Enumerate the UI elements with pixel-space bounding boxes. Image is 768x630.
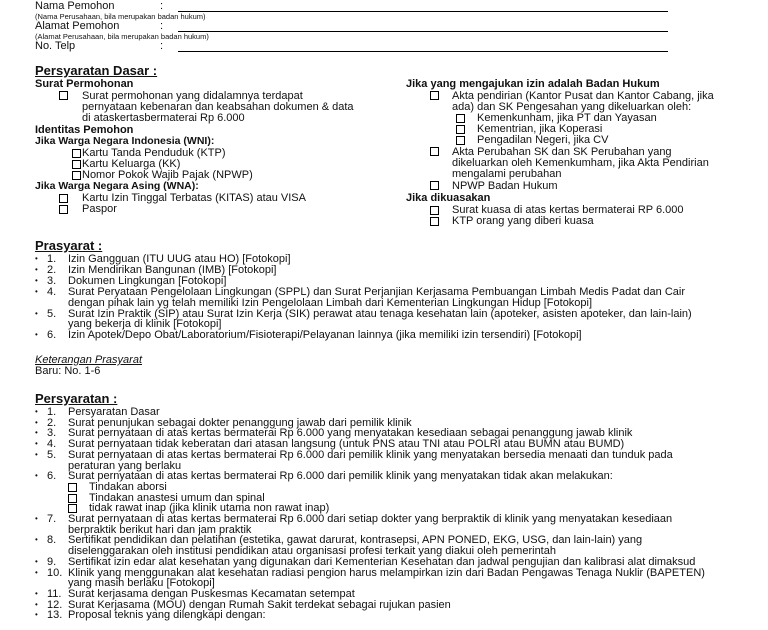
list-item-text: diselenggarakan oleh institusi pendidikan atau organisasi profesi terkait yang diakui oleh pemerintah bbox=[68, 545, 556, 558]
list-item-text: Dokumen Lingkungan [Fotokopi] bbox=[68, 274, 227, 287]
list-item-text: Sertifikat izin edar alat kesehatan yang digunakan dari Kementerian Kesehatan dan jadwal pengujian dan kalibrasi alat dimaksud bbox=[68, 555, 696, 568]
list-item-text: yang masih berlaku [Fotokopi] bbox=[68, 577, 215, 590]
kuasa-item-2: KTP orang yang diberi kuasa bbox=[452, 215, 594, 227]
list-bullet: • bbox=[35, 556, 38, 566]
list-bullet: • bbox=[35, 417, 38, 427]
checkbox-kk[interactable] bbox=[72, 160, 81, 169]
alamat-label: Alamat Pemohon bbox=[35, 20, 120, 32]
list-bullet: • bbox=[35, 535, 38, 545]
sub-item-text: Tindakan aborsi bbox=[89, 480, 167, 493]
list-item-text: Surat pernyataan di atas kertas bermaterai Rp 6.000 yang menyatakan kesediaan sebagai penanggung jawab klinik bbox=[68, 427, 633, 440]
list-item-number: 4. bbox=[47, 285, 57, 298]
wni-item-kk: Kartu Keluarga (KK) bbox=[82, 158, 181, 170]
list-item-text: Surat pernyataan tidak keberatan dari atasan langsung (untuk PNS atau TNI atau POLRI atau BUMN atau BUMD) bbox=[68, 438, 625, 451]
keterangan-value: Baru: No. 1-6 bbox=[35, 365, 101, 377]
list-bullet: • bbox=[35, 588, 38, 598]
list-item-number: 1. bbox=[47, 406, 57, 418]
nama-label: Nama Pemohon bbox=[35, 0, 115, 12]
list-bullet: • bbox=[35, 286, 38, 296]
bh-sub-2: Kementrian, jika Koperasi bbox=[477, 123, 603, 135]
list-bullet: • bbox=[35, 254, 38, 263]
list-item-text: Sertifikat pendidikan dan pelatihan (estetika, gawat darurat, kontrasepsi, APN PONED, EKG, USG, dan lain-lain) yang bbox=[68, 534, 643, 547]
list-bullet: • bbox=[35, 264, 38, 274]
perubahan-line-3: mengalami perubahan bbox=[452, 168, 562, 180]
list-item-number: 13. bbox=[47, 609, 63, 622]
list-bullet: • bbox=[35, 428, 38, 438]
list-bullet: • bbox=[35, 599, 38, 609]
list-item-text: peraturan yang berlaku bbox=[68, 459, 182, 472]
list-item-text: Surat Kerjasama (MOU) dengan Rumah Sakit terdekat sebagai rujukan pasien bbox=[68, 598, 451, 611]
list-item-number: 11. bbox=[47, 587, 62, 600]
checkbox-surat-kuasa[interactable] bbox=[430, 206, 439, 215]
list-bullet: • bbox=[35, 330, 38, 340]
badan-hukum-heading: Jika yang mengajukan izin adalah Badan Hukum bbox=[406, 78, 660, 90]
checkbox-akta-perubahan[interactable] bbox=[430, 147, 439, 156]
surat-line-3: di ataskertasbermaterai Rp 6.000 bbox=[82, 112, 245, 124]
list-item-text: Surat Peryataan Pengelolaan Lingkungan (SPPL) dan Surat Perjanjian Kerjasama Pembuangan Limbah Medis Padat dan Cair bbox=[68, 285, 685, 298]
list-item-text: Izin Apotek/Depo Obat/Laboratorium/Fisioterapi/Pelayanan lainnya (jika memiliki izin tersendiri) [Fotokopi] bbox=[68, 329, 582, 342]
list-item-text: Surat penunjukan sebagai dokter penanggung jawab dari pemilik klinik bbox=[68, 416, 412, 429]
checkbox-kitas[interactable] bbox=[59, 194, 68, 203]
akta-line-2: ada) dan SK Pengesahan yang dikeluarkan oleh: bbox=[452, 101, 692, 113]
alamat-colon: : bbox=[160, 20, 164, 32]
surat-permohonan-heading: Surat Permohonan bbox=[35, 78, 134, 90]
list-item-text: Surat pernyataan di atas kertas bermaterai Rp 6.000 dari pemilik klinik yang menyatakan tidak akan melakukan: bbox=[68, 470, 613, 483]
list-item-text: Surat pernyataan di atas kertas bermaterai Rp 6.000 dari setiap dokter yang berpraktik di klinik yang menyatakan kesediaan bbox=[68, 513, 673, 525]
list-bullet: • bbox=[35, 471, 38, 481]
checkbox-ktp-kuasa[interactable] bbox=[430, 217, 439, 226]
list-bullet: • bbox=[35, 308, 38, 318]
list-item-text: Persyaratan Dasar bbox=[68, 406, 160, 418]
list-item-number: 8. bbox=[47, 534, 57, 547]
nama-colon: : bbox=[160, 0, 164, 12]
telp-colon: : bbox=[160, 40, 164, 52]
list-item-number: 4. bbox=[47, 438, 57, 451]
list-item-text: Izin Mendirikan Bangunan (IMB) [Fotokopi] bbox=[68, 263, 277, 276]
bh-sub-1: Kemenkunham, jika PT dan Yayasan bbox=[477, 112, 657, 124]
telp-input-line[interactable] bbox=[178, 51, 668, 52]
list-bullet: • bbox=[35, 275, 38, 285]
list-item-number: 3. bbox=[47, 427, 57, 440]
list-item-number: 10. bbox=[47, 566, 63, 579]
list-item-number: 5. bbox=[47, 448, 57, 461]
checkbox-npwp[interactable] bbox=[72, 171, 81, 180]
list-item-number: 1. bbox=[47, 253, 57, 265]
wni-item-ktp: Kartu Tanda Penduduk (KTP) bbox=[82, 147, 226, 159]
alamat-note: (Alamat Perusahaan, bila merupakan badan hukum) bbox=[35, 32, 209, 41]
perubahan-line-2: dikeluarkan oleh Kemenkumham, jika Akta Pendirian bbox=[452, 157, 709, 169]
list-item-number: 12. bbox=[47, 598, 63, 611]
dasar-title: Persyaratan Dasar : bbox=[35, 63, 158, 78]
list-bullet: • bbox=[35, 449, 38, 459]
list-item-number: 2. bbox=[47, 416, 57, 429]
akta-line-1: Akta pendirian (Kantor Pusat dan Kantor Cabang, jika bbox=[452, 90, 714, 102]
wna-item-kitas: Kartu Izin Tinggal Terbatas (KITAS) atau VISA bbox=[82, 192, 306, 204]
keterangan-label: Keterangan Prasyarat bbox=[35, 354, 143, 366]
checkbox-ktp[interactable] bbox=[72, 149, 81, 158]
list-bullet: • bbox=[35, 567, 38, 577]
list-item-number: 6. bbox=[47, 329, 57, 342]
list-item-number: 2. bbox=[47, 263, 57, 276]
list-item-number: 6. bbox=[47, 470, 57, 483]
sub-checkbox[interactable] bbox=[68, 494, 77, 503]
sub-checkbox[interactable] bbox=[68, 504, 77, 513]
list-item-number: 5. bbox=[47, 307, 57, 320]
nama-note: (Nama Perusahaan, bila merupakan badan hukum) bbox=[35, 12, 206, 21]
wna-item-paspor: Paspor bbox=[82, 203, 117, 215]
list-bullet: • bbox=[35, 407, 38, 416]
wni-heading: Jika Warga Negara Indonesia (WNI): bbox=[35, 135, 215, 147]
wni-item-npwp: Nomor Pokok Wajib Pajak (NPWP) bbox=[82, 169, 253, 181]
list-item-number: 7. bbox=[47, 513, 57, 525]
surat-line-1: Surat permohonan yang didalamnya terdapat bbox=[82, 90, 303, 102]
kuasa-item-1: Surat kuasa di atas kertas bermaterai RP 6.000 bbox=[452, 204, 684, 216]
checkbox-akta-pendirian[interactable] bbox=[430, 91, 439, 100]
perubahan-line-1: Akta Perubahan SK dan SK Perubahan yang bbox=[452, 146, 672, 158]
kuasa-heading: Jika dikuasakan bbox=[406, 192, 491, 204]
telp-label: No. Telp bbox=[35, 40, 76, 52]
list-bullet: • bbox=[35, 610, 38, 620]
list-item-text: yang bekerja di klinik [Fotokopi] bbox=[68, 318, 222, 331]
checkbox-pengadilan[interactable] bbox=[456, 136, 465, 145]
prasyarat-title: Prasyarat : bbox=[35, 238, 103, 253]
checkbox-kemenkunham[interactable] bbox=[456, 114, 465, 123]
list-item-number: 3. bbox=[47, 274, 57, 287]
list-item-text: Surat kerjasama dengan Puskesmas Kecamatan setempat bbox=[68, 587, 355, 600]
list-item-number: 9. bbox=[47, 555, 57, 568]
wna-heading: Jika Warga Negara Asing (WNA): bbox=[35, 180, 199, 192]
surat-line-2: pernyataan kebenaran dan keabsahan dokumen & data bbox=[82, 101, 354, 113]
list-item-text: Izin Gangguan (ITU UUG atau HO) [Fotokopi] bbox=[68, 253, 291, 265]
persyaratan-title: Persyaratan : bbox=[35, 391, 118, 406]
alamat-input-line[interactable] bbox=[178, 31, 668, 32]
nama-input-line[interactable] bbox=[178, 11, 668, 12]
list-item-text: dengan pihak lain yg telah memiliki Izin Pengelolaan Limbah dari Kementerian Lingkungan Hidup [Fotokopi] bbox=[68, 296, 593, 309]
list-bullet: • bbox=[35, 514, 38, 523]
list-item-text: Klinik yang menggunakan alat kesehatan radiasi pengion harus melampirkan izin dari Badan Pengawas Tenaga Nuklir (BAPETEN) bbox=[68, 566, 705, 579]
sub-checkbox[interactable] bbox=[68, 483, 77, 492]
list-item-text: berpraktik berikut hari dan jam praktik bbox=[68, 523, 252, 536]
list-item-text: Surat pernyataan di atas kertas bermaterai Rp 6.000 dari pemilik klinik yang menyatakan bersedia menaati dan tunduk pada bbox=[68, 448, 673, 461]
sub-item-text: tidak rawat inap (jika klinik utama non rawat inap) bbox=[89, 502, 330, 515]
checkbox-surat-permohonan[interactable] bbox=[59, 91, 68, 100]
checkbox-npwp-badan-hukum[interactable] bbox=[430, 181, 439, 190]
sub-item-text: Tindakan anastesi umum dan spinal bbox=[89, 491, 265, 504]
checkbox-paspor[interactable] bbox=[59, 205, 68, 214]
list-item-text: Surat Izin Praktik (SIP) atau Surat Izin Kerja (SIK) perawat atau tenaga kesehatan lain (apoteker, asisten apoteker, dan lain-lain) bbox=[68, 307, 692, 320]
bh-npwp: NPWP Badan Hukum bbox=[452, 180, 558, 192]
identitas-heading: Identitas Pemohon bbox=[35, 124, 134, 136]
bh-sub-3: Pengadilan Negeri, jika CV bbox=[477, 134, 609, 146]
checkbox-kementrian[interactable] bbox=[456, 125, 465, 134]
list-item-text: Proposal teknis yang dilengkapi dengan: bbox=[68, 609, 266, 622]
list-bullet: • bbox=[35, 439, 38, 449]
